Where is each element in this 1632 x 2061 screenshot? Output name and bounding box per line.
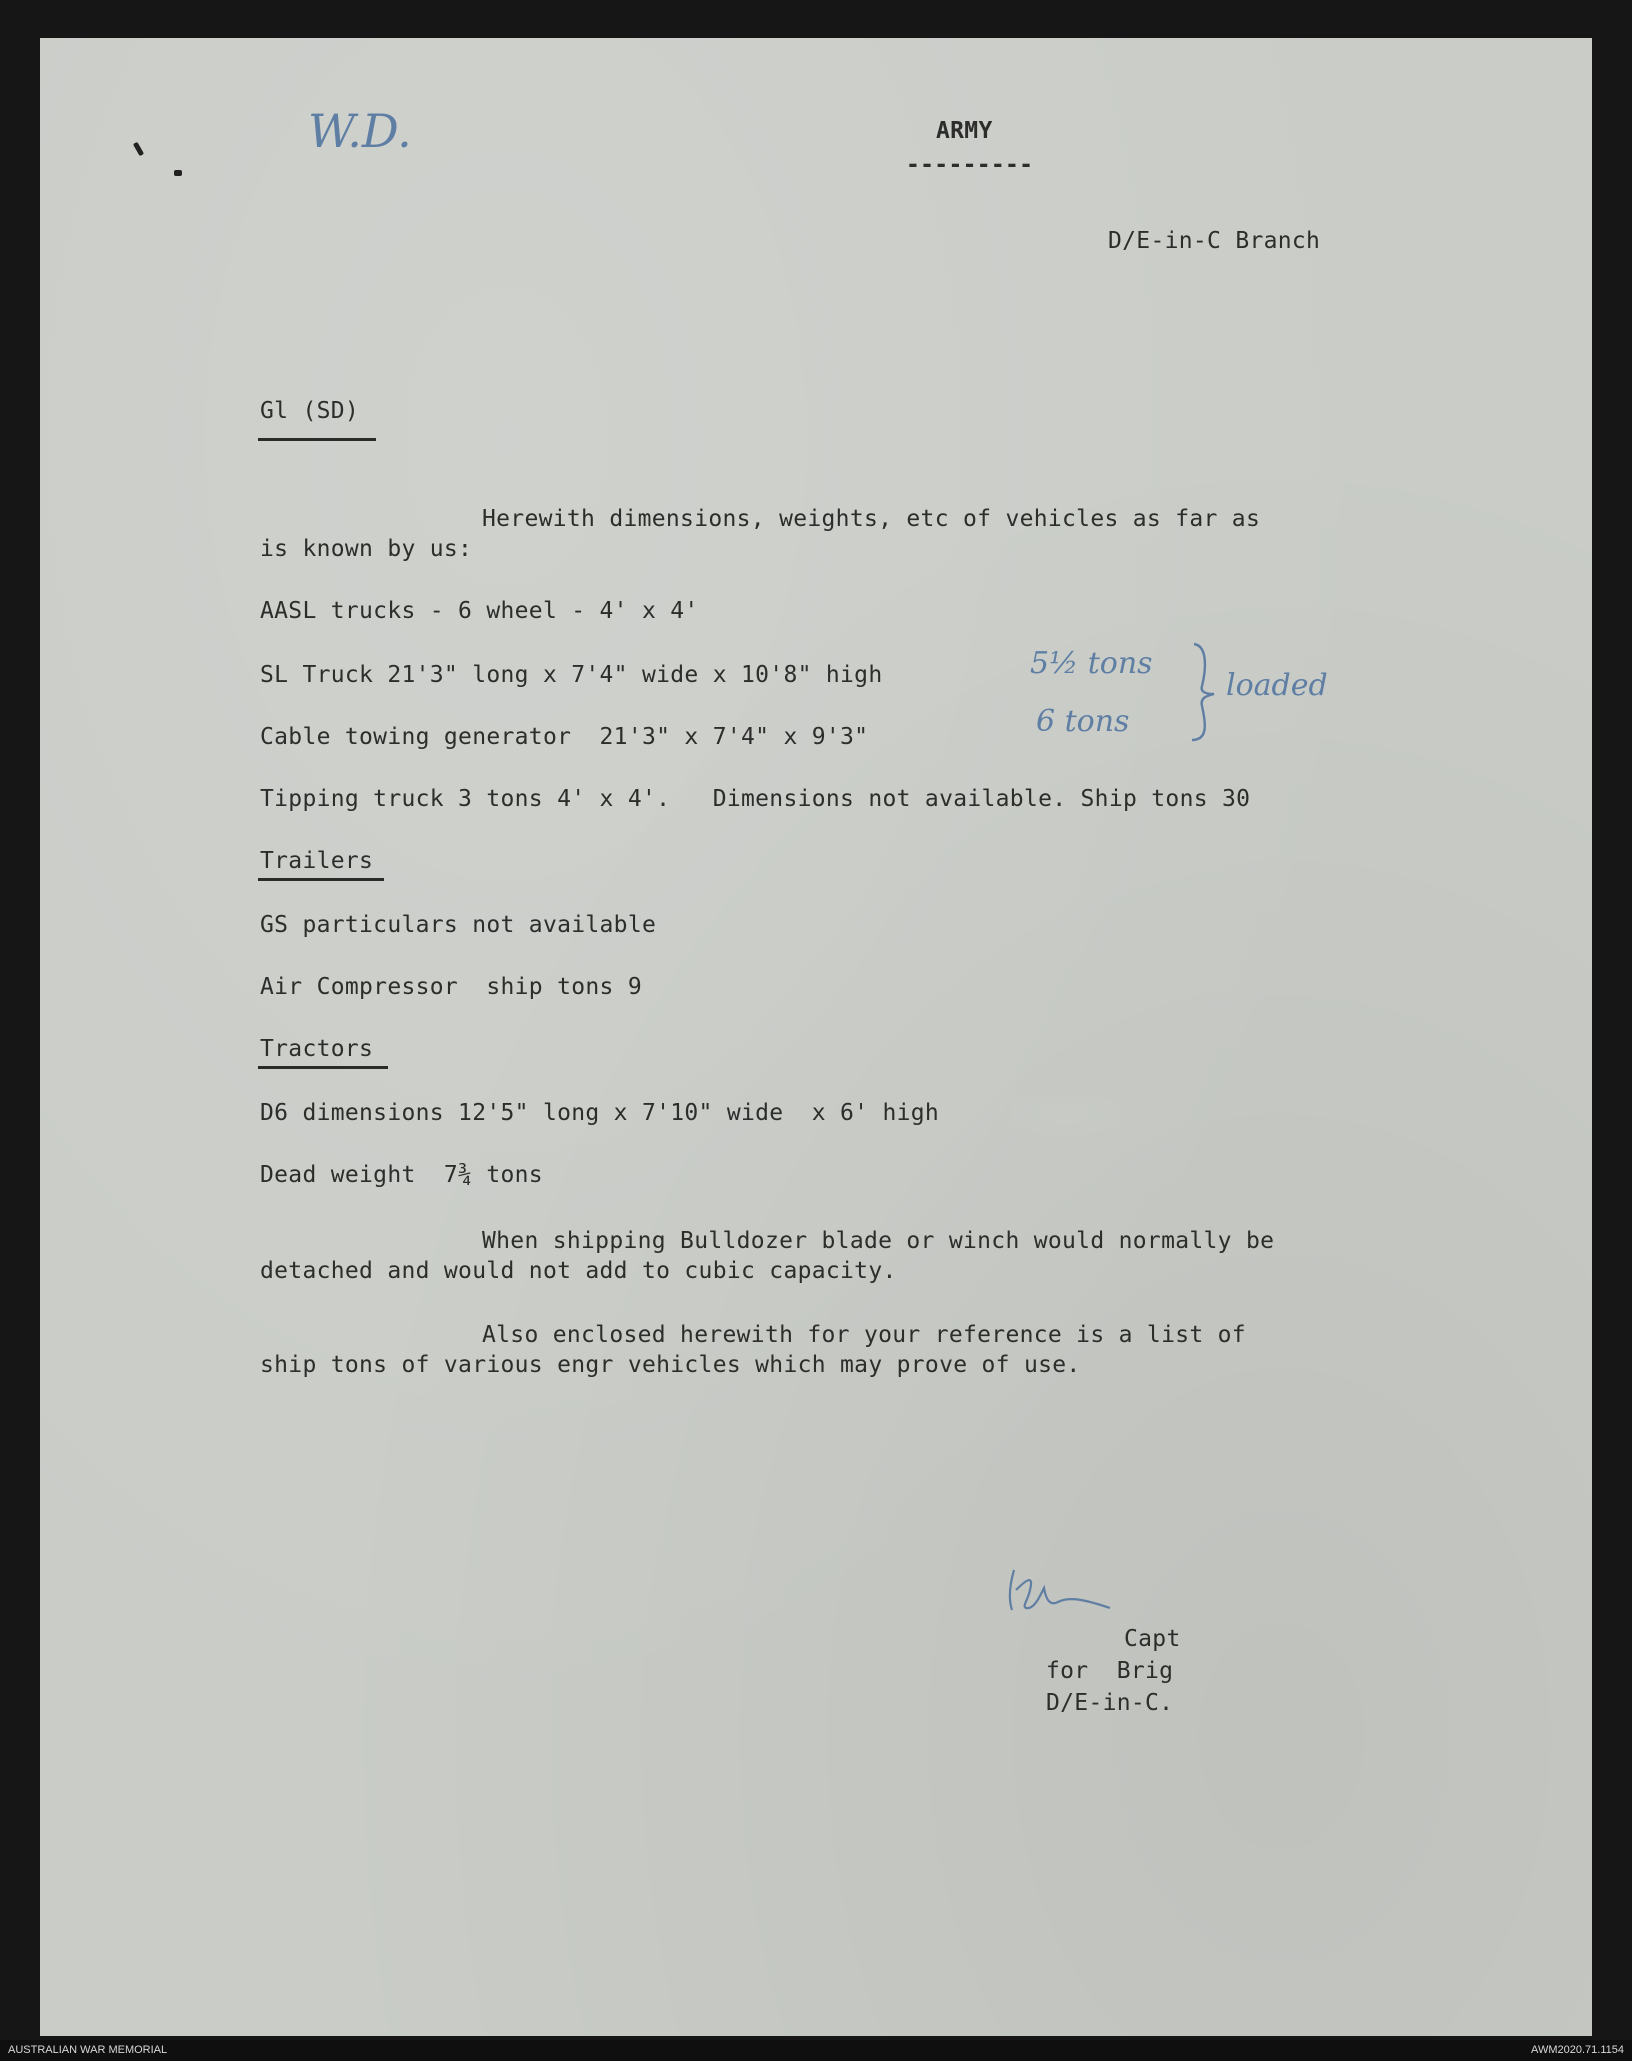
handwritten-signature [1000,1560,1130,1620]
paragraph-3-line-1: Also enclosed herewith for your reference is a list of [482,1322,1246,1348]
trailer-line-gs: GS particulars not available [260,912,657,938]
archive-footer [0,2040,1632,2061]
handwritten-loaded: loaded [1226,668,1328,703]
signature-title: D/E-in-C. [1046,1690,1174,1716]
tractor-line-d6: D6 dimensions 12'5" long x 7'10" wide x 6' high [260,1100,940,1126]
handwritten-weight-1: 5½ tons [1030,646,1153,681]
reference-number: AWM2020.71.1154 [1531,2044,1624,2056]
vehicle-line-sl-truck: SL Truck 21'3" long x 7'4" wide x 10'8" high [260,662,883,688]
tractors-underline [258,1066,388,1069]
punch-mark [174,170,182,176]
tractor-line-dead-weight: Dead weight 7¾ tons [260,1162,543,1188]
intro-line-2: is known by us: [260,536,473,562]
addressee-underline [258,438,376,441]
trailer-line-air-compressor: Air Compressor ship tons 9 [260,974,642,1000]
signature-for: for Brig [1046,1658,1174,1684]
intro-line-1: Herewith dimensions, weights, etc of vehicles as far as [482,506,1261,532]
vehicle-line-tipping-truck: Tipping truck 3 tons 4' x 4'. Dimensions not available. Ship tons 30 [260,786,1251,812]
trailers-heading: Trailers [260,848,374,874]
page-heading: ARMY [936,118,993,144]
handwritten-header: W.D. [308,104,412,158]
heading-rule: --------- [906,152,1034,178]
addressee: Gl (SD) [260,398,360,424]
paragraph-2-line-1: When shipping Bulldozer blade or winch would normally be [482,1228,1275,1254]
trailers-underline [258,878,384,881]
tractors-heading: Tractors [260,1036,374,1062]
handwritten-brace [1186,640,1222,744]
erasure-smudge [1010,1094,1120,1134]
paragraph-2-line-2: detached and would not add to cubic capacity. [260,1258,897,1284]
signature-rank: Capt [1124,1626,1181,1652]
vehicle-line-aasl: AASL trucks - 6 wheel - 4' x 4' [260,598,699,624]
handwritten-weight-2: 6 tons [1036,704,1130,739]
vehicle-line-cable-generator: Cable towing generator 21'3" x 7'4" x 9'3" [260,724,869,750]
branch-label: D/E-in-C Branch [1108,228,1321,254]
institution-label: AUSTRALIAN WAR MEMORIAL [8,2044,168,2056]
paragraph-3-line-2: ship tons of various engr vehicles which may prove of use. [260,1352,1081,1378]
